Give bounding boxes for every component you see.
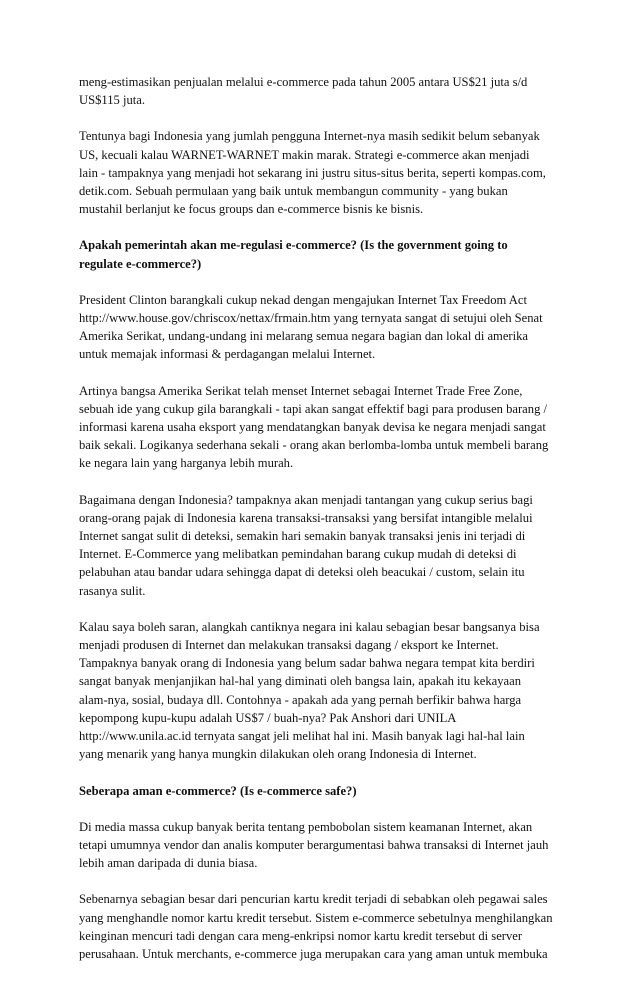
text-line: tetapi umumnya vendor dan analis komputer berargumentasi bahwa transaksi di Internet jauh — [79, 837, 549, 852]
paragraph — [79, 890, 564, 963]
text-line: Seberapa aman e-commerce? (Is e-commerce safe?) — [79, 783, 357, 798]
text-line: keinginan mencuri tadi dengan cara meng-enkripsi nomor kartu kredit tersebut di server — [79, 928, 523, 943]
paragraph — [79, 127, 564, 218]
text-line: sebuah ide yang cukup gila barangkali - tapi akan sangat effektif bagi para produsen barang / — [79, 401, 548, 416]
text-line: kepompong kupu-kupu adalah US$7 / buah-nya? Pak Anshori dari UNILA — [79, 710, 457, 725]
text-line: untuk memajak informasi & perdagangan melalui Internet. — [79, 347, 376, 362]
text-line: Artinya bangsa Amerika Serikat telah menset Internet sebagai Internet Trade Free Zone, — [79, 383, 523, 398]
text-line: meng-estimasikan penjualan melalui e-commerce pada tahun 2005 antara US$21 juta s/d — [79, 75, 528, 89]
paragraph — [79, 382, 564, 473]
text-line: US$115 juta. — [79, 93, 146, 108]
text-line: Kalau saya boleh saran, alangkah cantiknya negara ini kalau sebagian besar bangsanya bisa — [79, 619, 540, 634]
text-line: yang menghandle nomor kartu kredit tersebut. Sistem e-commerce sebetulnya menghilangkan — [79, 910, 553, 925]
paragraph — [79, 291, 564, 364]
text-line: informasi karena usaha eksport yang mendatangkan banyak devisa ke negara menjadi sangat — [79, 420, 546, 435]
text-line: Apakah pemerintah akan me-regulasi e-commerce? (Is the government going to — [79, 238, 508, 253]
text-line: Bagaimana dengan Indonesia? tampaknya akan menjadi tantangan yang cukup serius bagi — [79, 492, 533, 507]
text-line: pelabuhan atau bandar udara sehingga dapat di deteksi oleh beacukai / custom, selain itu — [79, 565, 525, 580]
text-line: US, kecuali kalau WARNET-WARNET makin marak. Strategi e-commerce akan menjadi — [79, 147, 530, 162]
text-line: Internet sangat sulit di deteksi, semakin hari semakin banyak transaksi jenis ini terjadi di — [79, 529, 526, 544]
section-heading — [79, 236, 564, 272]
text-line: ke negara lain yang harganya lebih murah. — [79, 456, 294, 471]
text-line: mustahil berlanjut ke focus groups dan e-commerce bisnis ke bisnis. — [79, 202, 424, 217]
text-line: http://www.house.gov/chriscox/nettax/frmain.htm yang ternyata sangat di setujui oleh Senat — [79, 311, 543, 326]
paragraph — [79, 818, 564, 873]
text-line: President Clinton barangkali cukup nekad dengan mengajukan Internet Tax Freedom Act — [79, 292, 527, 307]
text-line: baik sekali. Logikanya sederhana sekali - orang akan berlomba-lomba untuk membeli barang — [79, 438, 549, 453]
text-line: Amerika Serikat, undang-undang ini melarang semua negara bagian dan lokal di amerika — [79, 329, 529, 344]
paragraph — [79, 73, 564, 109]
paragraph — [79, 491, 564, 600]
text-line: orang-orang pajak di Indonesia karena transaksi-transaksi yang bersifat intangible melalui — [79, 510, 533, 525]
text-line: Di media massa cukup banyak berita tentang pembobolan sistem keamanan Internet, akan — [79, 819, 533, 834]
text-line: menjadi produsen di Internet dan melakukan transaksi dagang / eksport ke Internet. — [79, 638, 499, 653]
text-line: detik.com. Sebuah permulaan yang baik untuk membangun community - yang bukan — [79, 184, 508, 199]
paragraph — [79, 618, 564, 764]
text-line: Tentunya bagi Indonesia yang jumlah pengguna Internet-nya masih sedikit belum sebanyak — [79, 129, 540, 144]
text-line: perusahaan. Untuk merchants, e-commerce juga merupakan cara yang aman untuk membuka — [79, 946, 548, 961]
document-body — [79, 73, 564, 981]
text-line: Internet. E-Commerce yang melibatkan pemindahan barang cukup mudah di deteksi di — [79, 547, 517, 562]
text-line: alam-nya, sosial, budaya dll. Contohnya - apakah ada yang pernah berfikir bahwa harga — [79, 692, 522, 707]
text-line: regulate e-commerce?) — [79, 256, 202, 271]
text-line: sangat banyak menjanjikan hal-hal yang diminati oleh bangsa lain, apakah itu kekayaan — [79, 674, 522, 689]
section-heading — [79, 782, 564, 800]
text-line: yang menarik yang hanya mungkin dilakukan oleh orang Indonesia di Internet. — [79, 747, 477, 762]
text-line: rasanya sulit. — [79, 583, 146, 598]
text-line: lain - tampaknya yang menjadi hot sekarang ini justru situs-situs berita, seperti kompas.com, — [79, 165, 546, 180]
text-line: lebih aman daripada di dunia biasa. — [79, 856, 258, 871]
text-line: Tampaknya banyak orang di Indonesia yang belum sadar bahwa negara tempat kita berdiri — [79, 656, 535, 671]
text-line: http://www.unila.ac.id ternyata sangat jeli melihat hal ini. Masih banyak lagi hal-hal lain — [79, 729, 525, 744]
text-line: Sebenarnya sebagian besar dari pencurian kartu kredit terjadi di sebabkan oleh pegawai sales — [79, 892, 548, 907]
